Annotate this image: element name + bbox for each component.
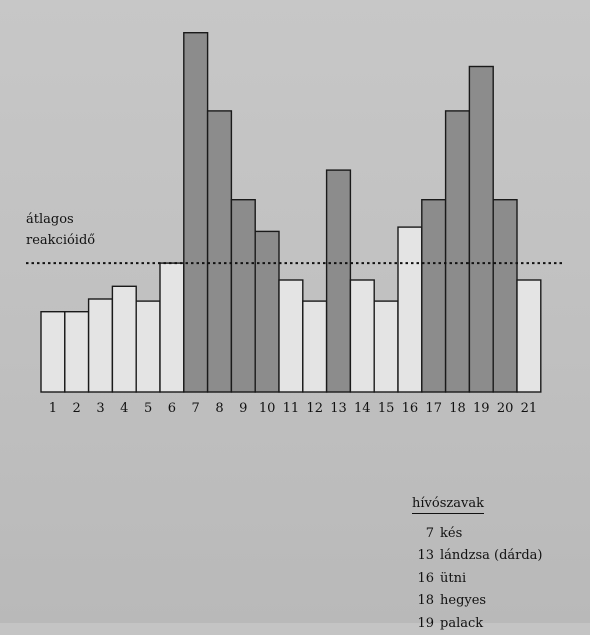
average-label-line2: reakcióidő (26, 233, 96, 248)
legend-entry-number: 13 (417, 548, 434, 564)
bar-7 (184, 33, 208, 392)
legend-entries (412, 522, 582, 635)
legend-entry-word: kés (440, 525, 463, 541)
x-tick-labels (49, 401, 537, 416)
x-tick-17: 17 (425, 401, 442, 416)
bar-13 (327, 170, 351, 392)
x-tick-3: 3 (96, 401, 105, 416)
bar-21 (517, 280, 541, 392)
legend-title: hívószavak (412, 496, 484, 514)
legend-entry-number: 16 (417, 570, 434, 586)
x-tick-16: 16 (401, 401, 419, 416)
bar-14 (350, 280, 374, 392)
bar-2 (65, 312, 89, 392)
x-tick-5: 5 (143, 401, 153, 416)
bar-5 (136, 301, 160, 392)
bar-10 (255, 231, 279, 392)
bar-19 (469, 67, 493, 393)
x-tick-15: 15 (377, 401, 395, 416)
bar-16 (398, 227, 422, 392)
legend-entry-7 (412, 522, 582, 545)
legend-entry-word: palack (440, 615, 484, 631)
legend-entry-number: 18 (417, 593, 434, 609)
x-tick-8: 8 (215, 401, 224, 416)
legend-entry-word: hegyes (440, 593, 487, 609)
bar-6 (160, 263, 184, 392)
bar-9 (231, 200, 255, 392)
bar-4 (112, 286, 136, 392)
bars-group (41, 33, 541, 392)
legend-entry-19 (412, 612, 582, 635)
legend-entry-number: 19 (417, 615, 434, 631)
legend-entry-18 (412, 590, 582, 613)
bar-12 (303, 301, 327, 392)
bar-18 (446, 111, 470, 392)
x-tick-9: 9 (239, 401, 248, 416)
x-tick-11: 11 (282, 401, 300, 416)
x-tick-13: 13 (330, 401, 347, 416)
x-tick-20: 20 (496, 401, 514, 416)
bar-3 (89, 299, 113, 392)
legend-entry-16 (412, 567, 582, 590)
x-tick-1: 1 (48, 401, 58, 416)
x-tick-2: 2 (72, 401, 81, 416)
legend-entry-13 (412, 545, 582, 568)
x-tick-21: 21 (520, 401, 538, 416)
bar-20 (493, 200, 517, 392)
bar-8 (208, 111, 232, 392)
bar-15 (374, 301, 398, 392)
x-tick-7: 7 (191, 401, 200, 416)
x-tick-19: 19 (473, 401, 490, 416)
bar-11 (279, 280, 303, 392)
legend (412, 496, 582, 635)
x-tick-4: 4 (120, 401, 129, 416)
average-label-line1: átlagos (26, 212, 74, 227)
legend-entry-word: lándzsa (dárda) (440, 548, 543, 564)
bar-1 (41, 312, 65, 392)
x-tick-14: 14 (354, 401, 371, 416)
x-tick-6: 6 (167, 401, 177, 416)
x-tick-10: 10 (258, 401, 276, 416)
legend-entry-number: 7 (425, 525, 434, 541)
legend-entry-word: ütni (440, 570, 467, 586)
x-tick-18: 18 (449, 401, 466, 416)
x-tick-12: 12 (306, 401, 323, 416)
bar-17 (422, 200, 446, 392)
